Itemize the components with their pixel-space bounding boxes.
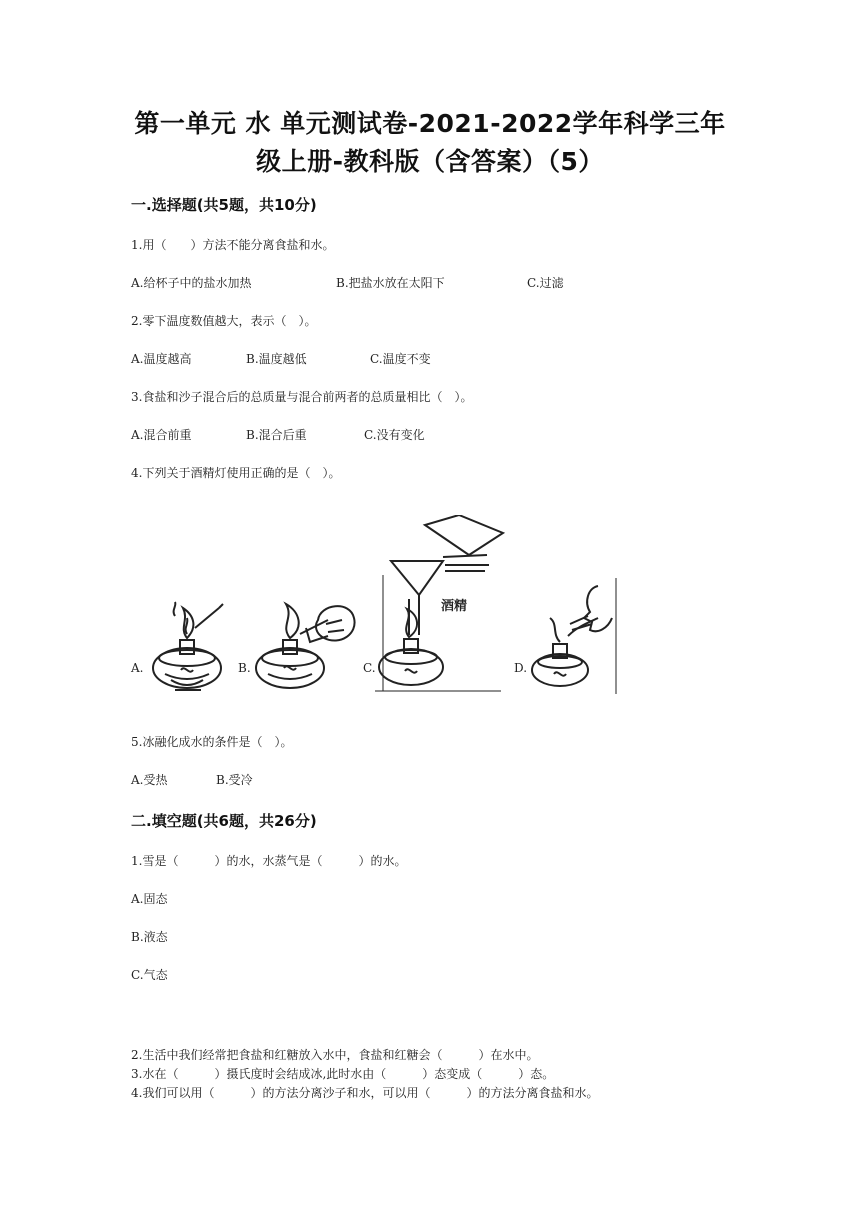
doc-title-line-2: 级上册-教科版（含答案）（5） (256, 147, 604, 176)
question-text: 1.雪是（ ）的水，水蒸气是（ ）的水。 (131, 854, 407, 868)
option-b: B.温度越低 (246, 352, 307, 366)
option-b: B.把盐水放在太阳下 (336, 276, 445, 290)
option-c: C.温度不变 (370, 352, 431, 366)
option-a: A.温度越高 (131, 352, 192, 366)
doc-title-line-1: 第一单元 水 单元测试卷-2021-2022学年科学三年 (134, 109, 726, 138)
question-text: 1.用（ ）方法不能分离食盐和水。 (131, 238, 335, 252)
alcohol-lamp-figure-c (375, 515, 505, 695)
option-b: B.液态 (131, 930, 168, 944)
question-text: 4.我们可以用（ ）的方法分离沙子和水，可以用（ ）的方法分离食盐和水。 (131, 1086, 599, 1100)
option-b: B.受冷 (216, 773, 253, 787)
option-a: A.给杯子中的盐水加热 (131, 276, 252, 290)
question-text: 3.食盐和沙子混合后的总质量与混合前两者的总质量相比（ ）。 (131, 390, 473, 404)
alcohol-label: 酒精 (441, 599, 468, 614)
picture-label-b: B. (238, 661, 251, 675)
option-a: A.固态 (131, 892, 168, 906)
alcohol-lamp-figure-d (528, 578, 628, 698)
option-c: C.气态 (131, 968, 168, 982)
option-a: A.受热 (131, 773, 168, 787)
picture-label-c: C. (363, 661, 376, 675)
question-text: 2.生活中我们经常把食盐和红糖放入水中，食盐和红糖会（ ）在水中。 (131, 1048, 539, 1062)
alcohol-lamp-figure-a (145, 600, 235, 700)
question-text: 3.水在（ ）摄氏度时会结成冰,此时水由（ ）态变成（ ）态。 (131, 1067, 555, 1081)
section-heading-fill: 二.填空题(共6题，共26分) (131, 812, 317, 830)
question-text: 4.下列关于酒精灯使用正确的是（ ）。 (131, 466, 341, 480)
option-c: C.没有变化 (364, 428, 425, 442)
section-heading-choice: 一.选择题(共5题，共10分) (131, 196, 317, 214)
picture-label-d: D. (514, 661, 528, 675)
alcohol-lamp-figure-b (250, 590, 370, 700)
option-b: B.混合后重 (246, 428, 307, 442)
question-text: 5.冰融化成水的条件是（ ）。 (131, 735, 293, 749)
option-c: C.过滤 (527, 276, 564, 290)
option-a: A.混合前重 (131, 428, 192, 442)
question-text: 2.零下温度数值越大，表示（ ）。 (131, 314, 317, 328)
picture-label-a: A. (131, 661, 144, 675)
